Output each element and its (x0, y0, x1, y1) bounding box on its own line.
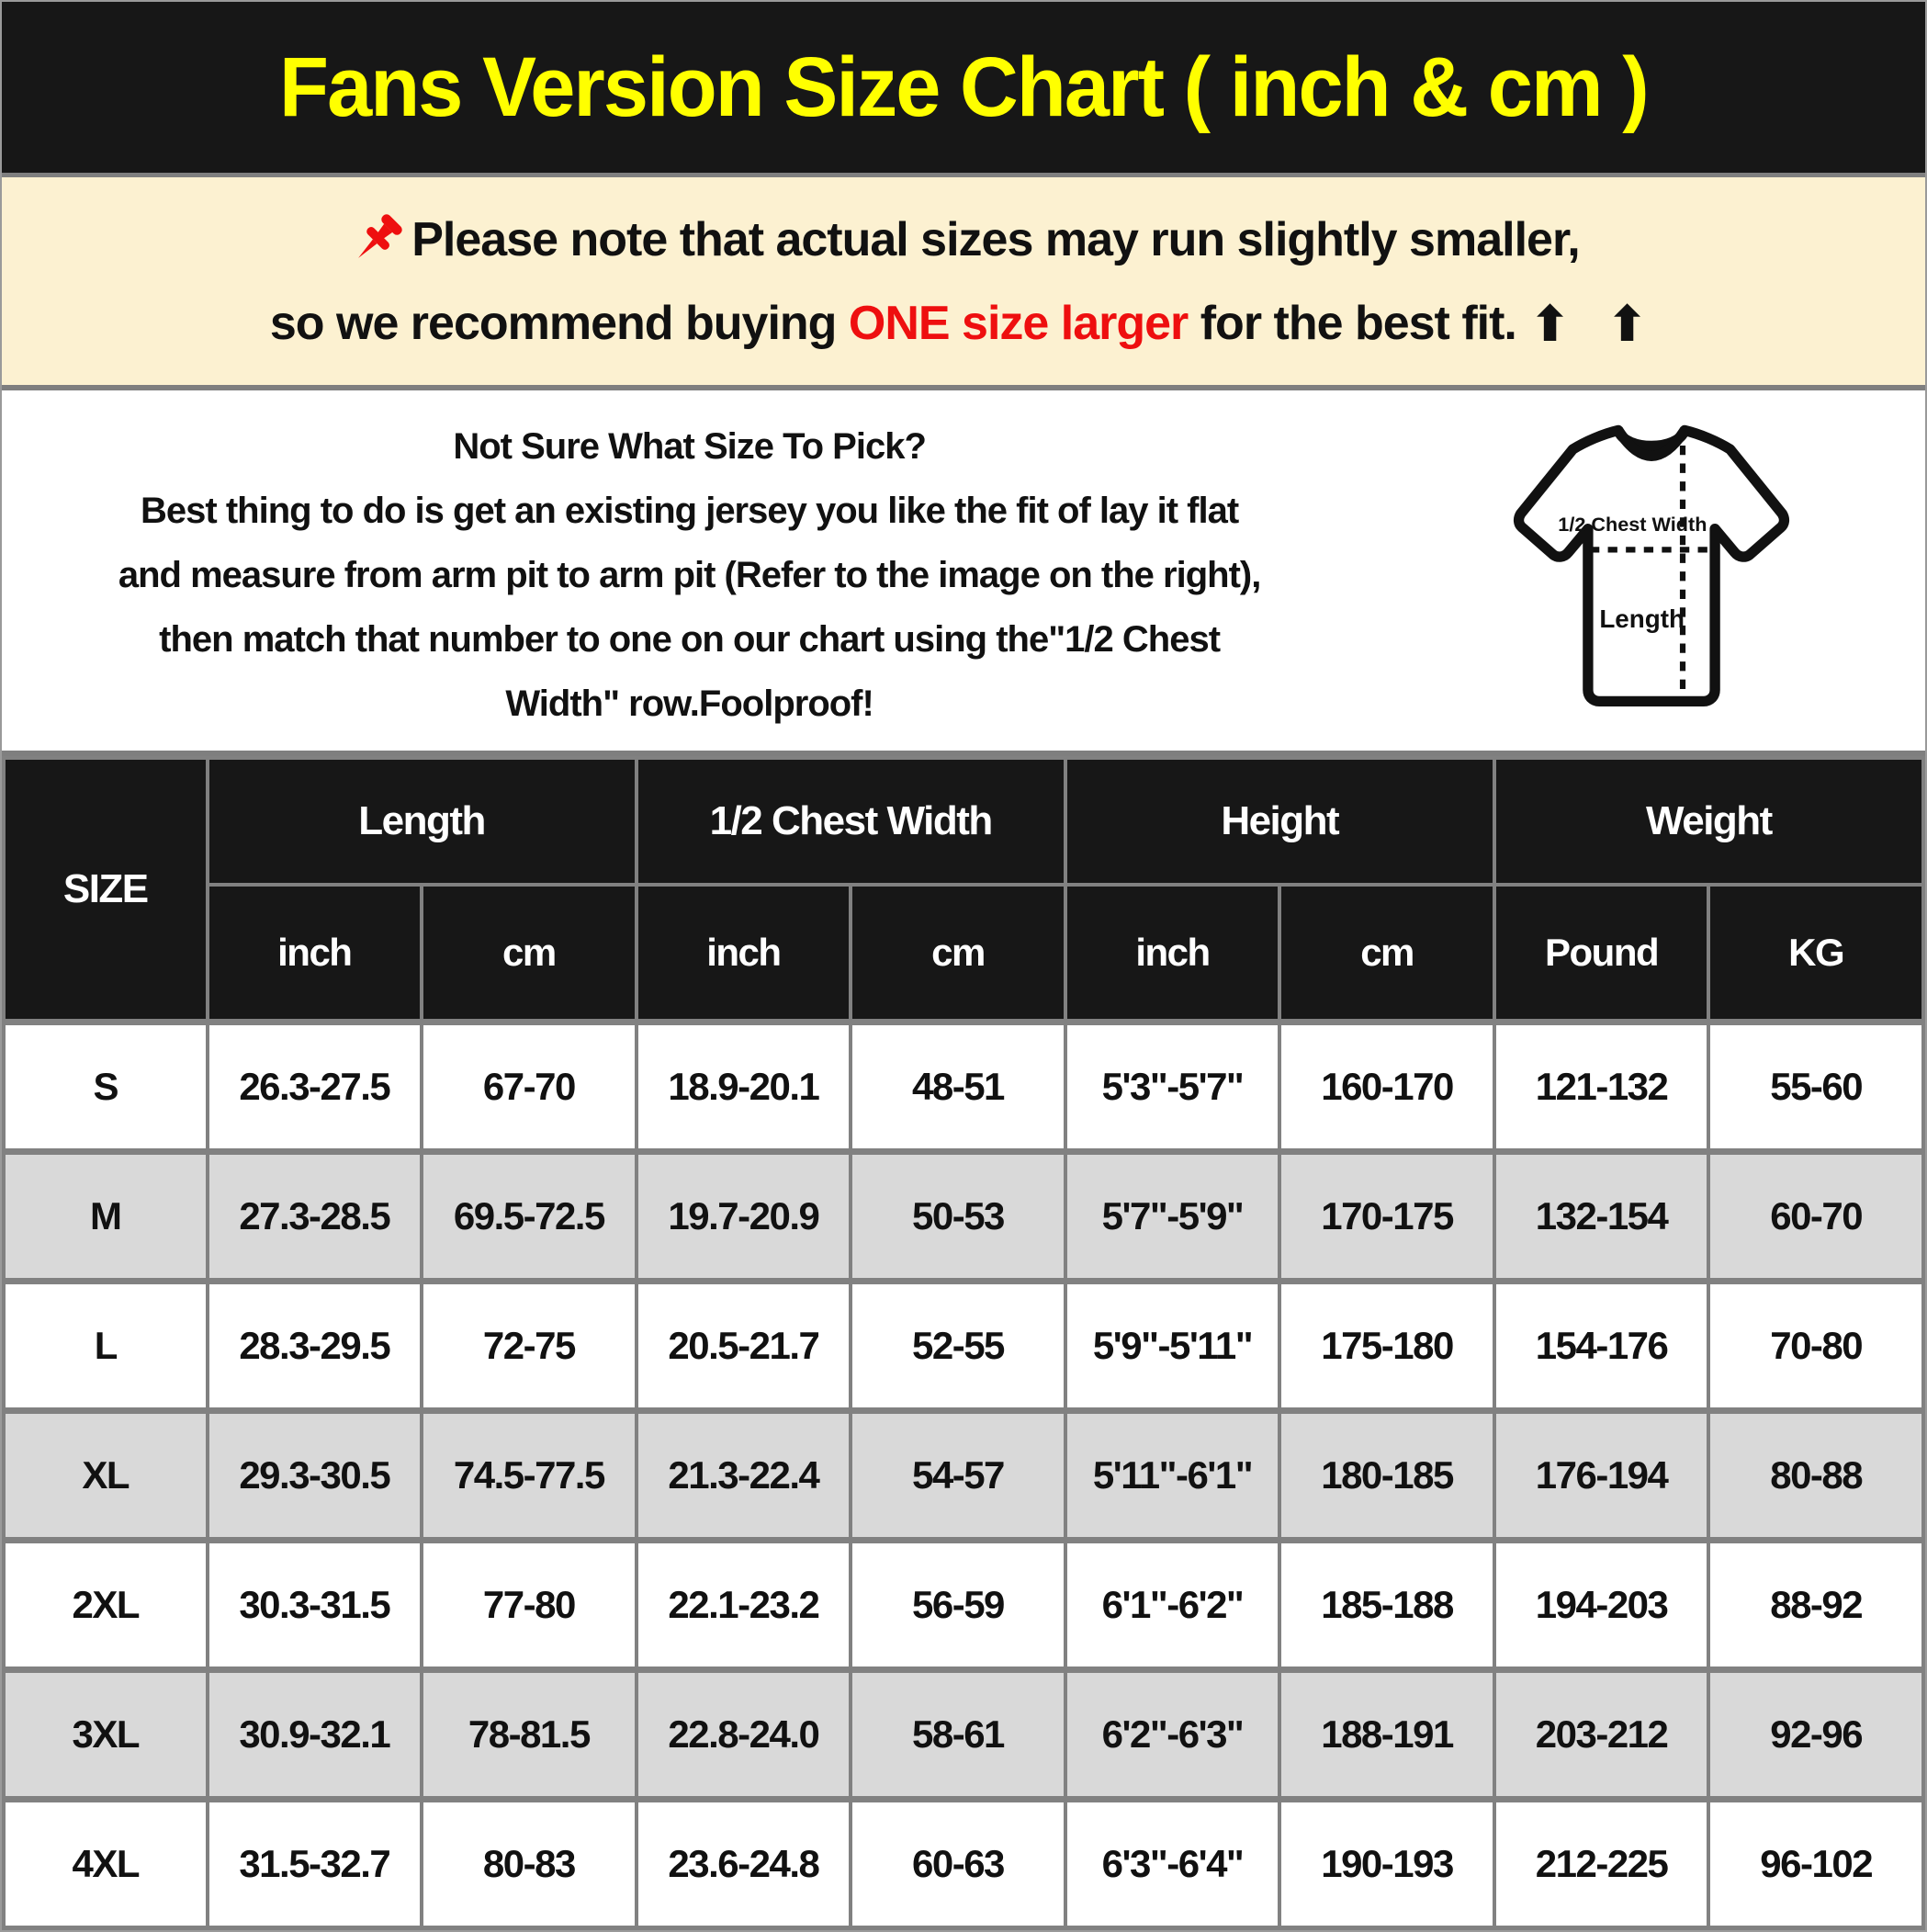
measurement-cell: 67-70 (422, 1022, 637, 1152)
measurement-cell: 80-83 (422, 1800, 637, 1929)
measurement-cell: 190-193 (1279, 1800, 1494, 1929)
measurement-cell: 160-170 (1279, 1022, 1494, 1152)
measurement-cell: 26.3-27.5 (208, 1022, 423, 1152)
table-row (4, 1670, 1923, 1800)
table-row (4, 1282, 1923, 1411)
measurement-cell: 52-55 (851, 1282, 1065, 1411)
measurement-cell: 92-96 (1708, 1670, 1923, 1800)
page-title: Fans Version Size Chart ( inch & cm ) (279, 40, 1648, 134)
one-size-larger-highlight: ONE size larger (848, 297, 1189, 350)
measurement-cell: 5'7"-5'9" (1065, 1152, 1280, 1282)
measurement-cell: 19.7-20.9 (637, 1152, 851, 1282)
measurement-cell: 77-80 (422, 1541, 637, 1670)
measurement-cell: 6'3"-6'4" (1065, 1800, 1280, 1929)
table-header (4, 758, 1923, 1022)
measurement-cell: 58-61 (851, 1670, 1065, 1800)
measurement-cell: 72-75 (422, 1282, 637, 1411)
measurement-cell: 30.9-32.1 (208, 1670, 423, 1800)
chest-width-label: 1/2 Chest Width (1557, 512, 1707, 536)
height-inch-header: inch (1065, 885, 1280, 1022)
group-header-row (4, 758, 1923, 885)
measurement-cell: 176-194 (1494, 1411, 1709, 1541)
size-table-body (4, 1022, 1923, 1929)
table-row (4, 1022, 1923, 1152)
measurement-cell: 54-57 (851, 1411, 1065, 1541)
measurement-cell: 5'3"-5'7" (1065, 1022, 1280, 1152)
note-line-1 (347, 210, 1580, 269)
size-cell: L (4, 1282, 208, 1411)
measurement-cell: 60-63 (851, 1800, 1065, 1929)
measurement-cell: 28.3-29.5 (208, 1282, 423, 1411)
howto-diagram (1377, 390, 1925, 751)
size-table (2, 756, 1925, 1932)
measurement-cell: 175-180 (1279, 1282, 1494, 1411)
howto-text (2, 390, 1377, 751)
measurement-cell: 22.1-23.2 (637, 1541, 851, 1670)
table-row (4, 1800, 1923, 1929)
measurement-cell: 18.9-20.1 (637, 1022, 851, 1152)
table-row (4, 1411, 1923, 1541)
unit-header-row (4, 885, 1923, 1022)
measurement-cell: 22.8-24.0 (637, 1670, 851, 1800)
measurement-cell: 23.6-24.8 (637, 1800, 851, 1929)
table-row (4, 1541, 1923, 1670)
measurement-cell: 55-60 (1708, 1022, 1923, 1152)
measurement-cell: 121-132 (1494, 1022, 1709, 1152)
measurement-cell: 88-92 (1708, 1541, 1923, 1670)
note-text-2-suffix: for the best fit. (1200, 297, 1516, 350)
measurement-cell: 21.3-22.4 (637, 1411, 851, 1541)
note-text-1: Please note that actual sizes may run slightly smaller, (411, 212, 1580, 266)
height-group-header: Height (1065, 758, 1494, 885)
note-text-2-prefix: so we recommend buying (269, 297, 837, 350)
measurement-cell: 212-225 (1494, 1800, 1709, 1929)
note-line-2 (270, 295, 1657, 353)
measurement-cell: 5'11"-6'1" (1065, 1411, 1280, 1541)
howto-line-2: and measure from arm pit to arm pit (Refer to the image on the right), (118, 555, 1261, 595)
measurement-cell: 5'9"-5'11" (1065, 1282, 1280, 1411)
measurement-cell: 188-191 (1279, 1670, 1494, 1800)
measurement-cell: 203-212 (1494, 1670, 1709, 1800)
measurement-cell: 154-176 (1494, 1282, 1709, 1411)
measurement-cell: 60-70 (1708, 1152, 1923, 1282)
howto-line-4: Width" row.Foolproof! (505, 684, 873, 724)
measurement-cell: 170-175 (1279, 1152, 1494, 1282)
measurement-cell: 50-53 (851, 1152, 1065, 1282)
measurement-cell: 74.5-77.5 (422, 1411, 637, 1541)
chest-inch-header: inch (637, 885, 851, 1022)
size-cell: 4XL (4, 1800, 208, 1929)
howto-line-1: Best thing to do is get an existing jersey you like the fit of lay it flat (141, 491, 1239, 531)
measurement-cell: 80-88 (1708, 1411, 1923, 1541)
measurement-cell: 70-80 (1708, 1282, 1923, 1411)
measurement-cell: 56-59 (851, 1541, 1065, 1670)
measurement-cell: 6'1"-6'2" (1065, 1541, 1280, 1670)
size-cell: XL (4, 1411, 208, 1541)
measurement-cell: 180-185 (1279, 1411, 1494, 1541)
size-cell: M (4, 1152, 208, 1282)
length-inch-header: inch (208, 885, 423, 1022)
howto-heading: Not Sure What Size To Pick? (453, 426, 926, 467)
weight-pound-header: Pound (1494, 885, 1709, 1022)
size-column-header: SIZE (4, 758, 208, 1022)
tshirt-diagram-icon (1500, 405, 1803, 732)
measurement-cell: 185-188 (1279, 1541, 1494, 1670)
measurement-cell: 132-154 (1494, 1152, 1709, 1282)
measurement-cell: 30.3-31.5 (208, 1541, 423, 1670)
title-bar (2, 2, 1925, 177)
chest-cm-header: cm (851, 885, 1065, 1022)
measurement-cell: 69.5-72.5 (422, 1152, 637, 1282)
length-cm-header: cm (422, 885, 637, 1022)
weight-kg-header: KG (1708, 885, 1923, 1022)
size-cell: 2XL (4, 1541, 208, 1670)
length-group-header: Length (208, 758, 637, 885)
measurement-cell: 48-51 (851, 1022, 1065, 1152)
size-cell: S (4, 1022, 208, 1152)
weight-group-header: Weight (1494, 758, 1923, 885)
height-cm-header: cm (1279, 885, 1494, 1022)
note-banner (2, 177, 1925, 390)
chest-width-group-header: 1/2 Chest Width (637, 758, 1065, 885)
table-row (4, 1152, 1923, 1282)
pushpin-icon (347, 210, 406, 269)
measurement-cell: 96-102 (1708, 1800, 1923, 1929)
length-label: Length (1598, 604, 1685, 633)
measurement-cell: 6'2"-6'3" (1065, 1670, 1280, 1800)
up-arrows: ⬆ ⬆ (1528, 294, 1658, 353)
howto-line-3: then match that number to one on our chart using the"1/2 Chest (159, 619, 1221, 660)
measurement-cell: 20.5-21.7 (637, 1282, 851, 1411)
measurement-cell: 194-203 (1494, 1541, 1709, 1670)
size-cell: 3XL (4, 1670, 208, 1800)
measurement-cell: 27.3-28.5 (208, 1152, 423, 1282)
measurement-cell: 29.3-30.5 (208, 1411, 423, 1541)
measurement-cell: 31.5-32.7 (208, 1800, 423, 1929)
tshirt-outline (1518, 430, 1784, 701)
howto-section (2, 390, 1925, 756)
measurement-cell: 78-81.5 (422, 1670, 637, 1800)
